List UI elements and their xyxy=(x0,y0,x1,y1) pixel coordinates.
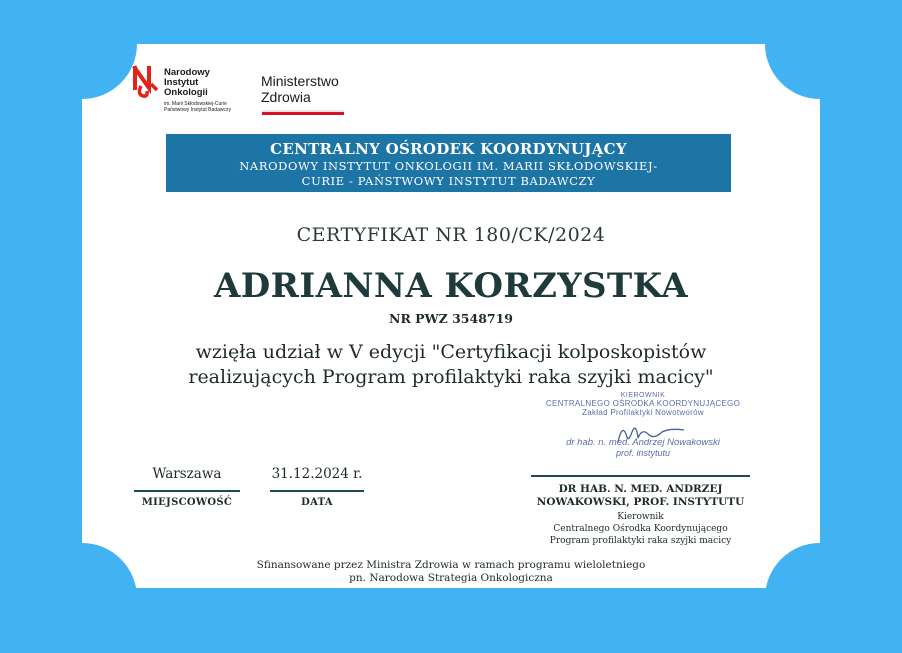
date-field xyxy=(270,466,364,482)
banner-subtitle-line1: NARODOWY INSTYTUT ONKOLOGII IM. MARII SKŁODOWSKIEJ- xyxy=(239,159,658,173)
signatory-name-line2: NOWAKOWSKI, PROF. INSTYTUTU xyxy=(536,496,745,508)
description-line1: wzięła udział w V edycji "Certyfikacji kolposkopistów xyxy=(195,341,707,363)
nio-sub-line2: Państwowy Instytut Badawczy xyxy=(164,107,231,113)
certificate-description xyxy=(0,340,902,390)
footer-line1: Sfinansowane przez Ministra Zdrowia w ramach programu wieloletniego xyxy=(256,559,646,571)
mz-flag-stripe xyxy=(262,110,344,115)
place-value: Warszawa xyxy=(152,466,222,482)
place-underline xyxy=(134,490,240,492)
place-label: MIEJSCOWOŚĆ xyxy=(141,497,233,508)
banner-title: CENTRALNY OŚRODEK KOORDYNUJĄCY xyxy=(270,140,627,158)
date-underline xyxy=(270,490,364,492)
date-label-wrap xyxy=(270,497,364,508)
nio-name-line3: Onkologii xyxy=(164,87,208,98)
header-banner xyxy=(166,134,731,192)
stamp-line3: Zakład Profilaktyki Nowotworów xyxy=(582,408,704,417)
stamp-line4: dr hab. n. med. Andrzej Nowakowski xyxy=(566,437,720,448)
date-value: 31.12.2024 r. xyxy=(271,466,363,482)
place-field xyxy=(134,466,240,482)
date-label: DATA xyxy=(301,497,333,508)
handwritten-signature xyxy=(612,420,692,450)
place-label-wrap xyxy=(134,497,240,508)
nio-name-line2: Instytut xyxy=(164,77,199,88)
signatory-name-line1: DR HAB. N. MED. ANDRZEJ xyxy=(558,483,723,495)
stamp-line5: prof. instytutu xyxy=(615,448,671,458)
mz-logo-text xyxy=(261,73,339,105)
signatory-role-line1: Kierownik xyxy=(617,512,664,522)
stamp-line2: CENTRALNEGO OŚRODKA KOORDYNUJĄCEGO xyxy=(545,399,741,408)
certificate-number: CERTYFIKAT NR 180/CK/2024 xyxy=(296,224,606,246)
mz-line2: Zdrowia xyxy=(261,89,311,105)
mz-line1: Ministerstwo xyxy=(261,73,339,89)
nio-sub-line1: im. Marii Skłodowskiej-Curie xyxy=(164,101,227,107)
banner-subtitle-line2: CURIE - PAŃSTWOWY INSTYTUT BADAWCZY xyxy=(301,174,596,188)
corner-notch-top-right xyxy=(765,0,875,99)
footer-line2: pn. Narodowa Strategia Onkologiczna xyxy=(349,572,553,584)
pwz-number: NR PWZ 3548719 xyxy=(389,311,513,326)
nio-logo-text xyxy=(164,68,231,113)
nio-logo-icon xyxy=(131,64,163,100)
signatory-name xyxy=(531,483,750,509)
signatory-role-line3: Program profilaktyki raka szyjki macicy xyxy=(549,536,732,546)
recipient-name: ADRIANNA KORZYSTKA xyxy=(214,266,688,306)
funding-footer xyxy=(0,559,902,585)
description-line2: realizujących Program profilaktyki raka szyjki macicy" xyxy=(188,366,714,388)
stamp-line1: KIEROWNIK xyxy=(620,392,666,399)
signatory-role xyxy=(531,511,750,547)
signature-line xyxy=(531,475,750,477)
signatory-role-line2: Centralnego Ośrodka Koordynującego xyxy=(553,524,728,534)
nio-name-line1: Narodowy xyxy=(164,67,210,78)
